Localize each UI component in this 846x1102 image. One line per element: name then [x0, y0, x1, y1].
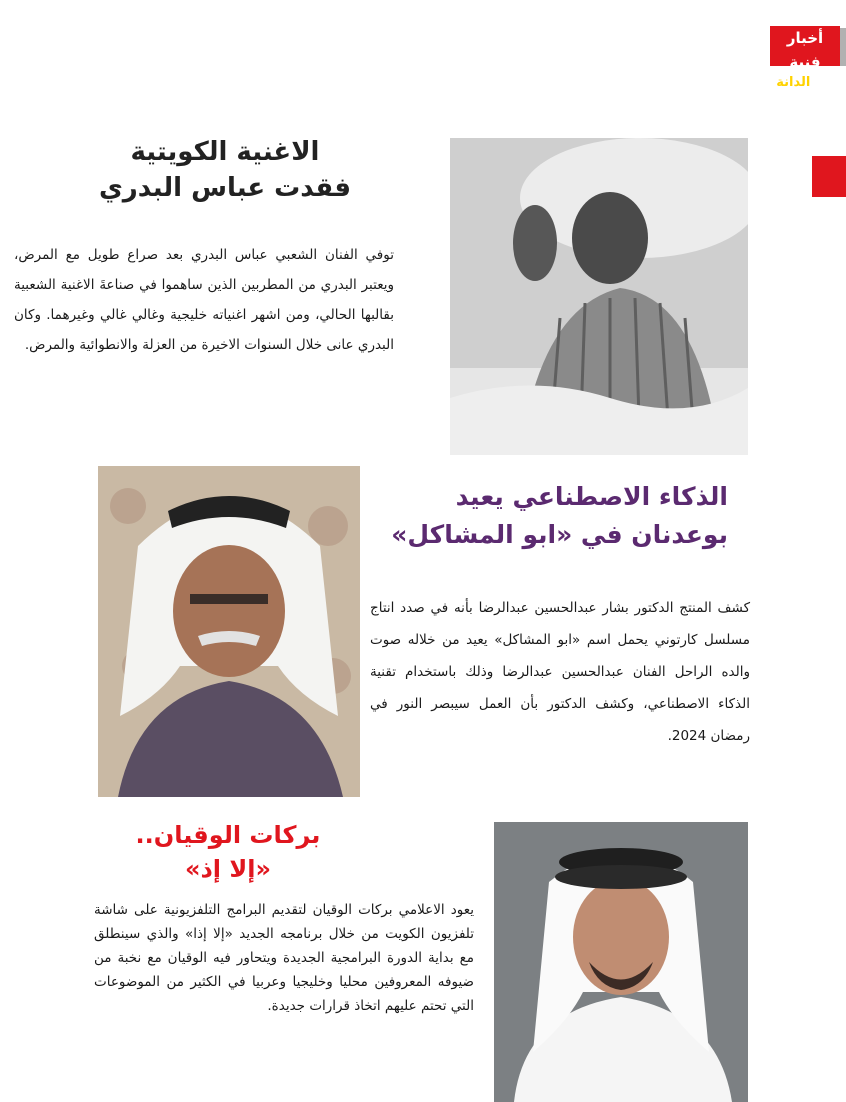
- article3-headline-line2: «إلا إذ»: [184, 855, 271, 883]
- article2-headline-line2: بوعدنان في «ابو المشاكل»: [391, 520, 728, 549]
- section-title: أخبار فنية: [786, 29, 824, 71]
- article3-headline: [78, 818, 378, 886]
- header-side-bar: [840, 28, 846, 66]
- page-number: 34: [814, 74, 834, 90]
- article1-headline-line1: الاغنية الكويتية: [130, 137, 320, 167]
- section-header: [770, 26, 840, 90]
- page-edge-tab: [812, 156, 846, 197]
- article1-photo: [450, 138, 748, 455]
- article2-photo: [98, 466, 360, 797]
- article2-headline-line1: الذكاء الاصطناعي يعيد: [455, 482, 728, 511]
- article2-body: كشف المنتج الدكتور بشار عبدالحسين عبدالرضا بأنه في صدد انتاج مسلسل كارتوني يحمل اسم «ابو المشاكل» يعيد من خلاله صوت والده الراحل الفنان عبدالحسين عبدالرضا وذلك باستخدام تقنية الذكاء الاصطناعي، وكشف الدكتور بأن العمل سيبصر النور في رمضان 2024.: [370, 600, 750, 744]
- article3-photo: [494, 822, 748, 1102]
- article3-headline-line1: بركات الوقيان..: [135, 821, 321, 849]
- article1-headline-line2: فقدت عباس البدري: [98, 173, 352, 203]
- article1-headline: [60, 134, 390, 206]
- article2-headline: [368, 478, 728, 554]
- article1-body: توفي الفنان الشعبي عباس البدري بعد صراع طويل مع المرض، ويعتبر البدري من المطربين الذين ساهموا في صناعةَ الاغنية الشعبية بقالبها الحالي، ومن اشهر اغنياته خليجية وغالي غالي وغيرهما. وكان البدري عانى خلال السنوات الاخيرة من العزلة والانطوائية والمرض.: [14, 247, 394, 353]
- magazine-logo: الدانة: [776, 75, 811, 90]
- article3-body: يعود الاعلامي بركات الوقيان لتقديم البرامج التلفزيونية على شاشة تلفزيون الكويت من خلال برنامجه الجديد «إلا إذا» والذي سينطلق مع بداية الدورة البرامجية الجديدة ويتحاور فيه الوقيان مع نخبة من ضيوفه المعروفين محليا وخليجيا وعربيا في الكثير من الموضوعات التي تحتم عليهم اتخاذ قرارات جديدة.: [94, 902, 474, 1014]
